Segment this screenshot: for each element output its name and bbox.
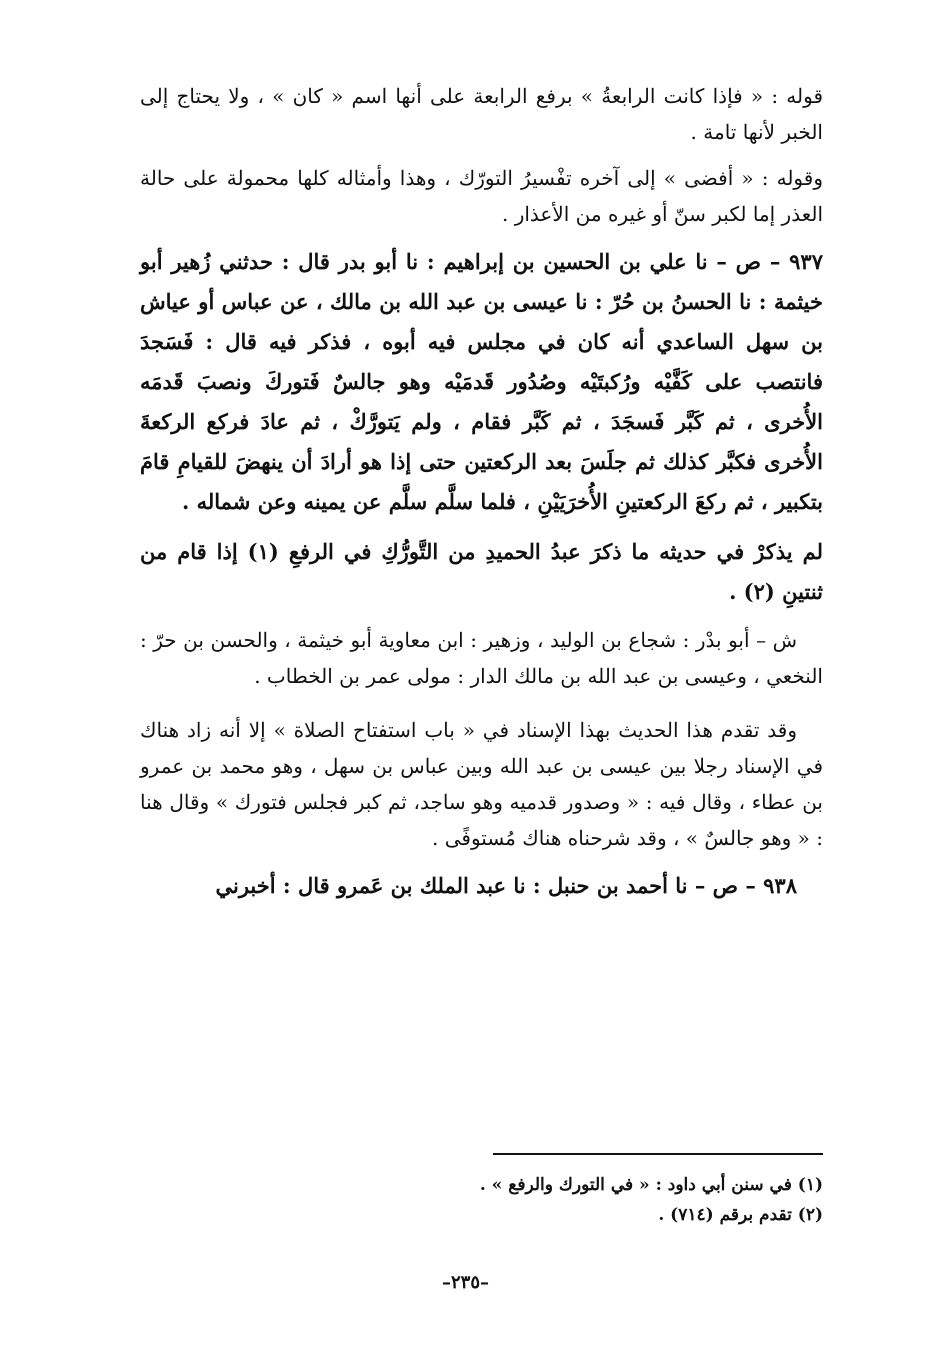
hadith-938-text: ٩٣٨ – ص – نا أحمد بن حنبل : نا عبد الملك بن عَمرو قال : أخبرني — [215, 873, 797, 898]
page-number: –٢٣٥– — [441, 1272, 489, 1293]
sharh-isnad-note: وقد تقدم هذا الحديث بهذا الإسناد في « باب استفتاح الصلاة » إلا أنه زاد هناك في الإسناد رجلا بين عيسى بن عبد الله وبين عباس بن سهل ، وهو محمد بن عمرو بن عطاء ، وقال فيه : « وصدور قدميه وهو ساجد، ثم كبر فجلس فتورك » وقال هنا : « وهو جالسٌ » ، وقد شرحناه هناك مُستوفًى . — [140, 718, 823, 850]
hadith-937-note: لم يذكرْ في حديثه ما ذكرَ عبدُ الحميدِ من التَّورُّكِ في الرفعِ (١) إذا قام من ثنتينِ (٢) . — [140, 539, 823, 604]
footnote-divider — [493, 1153, 823, 1155]
paragraph-commentary-2: وقوله : « أفضى » إلى آخره تفْسيرُ التورّك ، وهذا وأمثاله كلها محمولة على حالة العذر إما لكبر سنّ أو غيره من الأعذار . — [140, 166, 823, 226]
sharh-narrators: ش – أبو بدْر : شجاع بن الوليد ، وزهير : ابن معاوية أبو خيثمة ، والحسن بن حرّ : النخعي ، وعيسى بن عبد الله بن مالك الدار : مولى عمر بن الخطاب . — [140, 628, 823, 688]
footnote-2: (٢) تقدم برقم (٧١٤) . — [658, 1205, 823, 1225]
footnote-1: (١) في سنن أبي داود : « في التورك والرفع » . — [479, 1175, 823, 1195]
hadith-937-text: ٩٣٧ – ص – نا علي بن الحسين بن إبراهيم : نا أبو بدر قال : حدثني زُهير أبو خيثمة : نا الحسنُ بن حُرّ : نا عيسى بن عبد الله بن مالك ، عن عباس أو عياش بن سهل الساعدي أنه كان في مجلس فيه أبوه ، فذكر فيه قال : فَسَجدَ فانتصب على كَفَّيْه ورُكبتَيْه وصُدُور قَدمَيْه وهو جالسٌ فَتوركَ ونصبَ قَدمَه الأُخرى ، ثم كَبَّر فَسجَدَ ، ثم كَبَّر فقام ، ولم يَتورَّكْ ، ثم عادَ فركع الركعةَ الأُخرى فكبَّر كذلك ثم جلَسَ بعد الركعتين حتى إذا هو أرادَ أن ينهضَ للقيامِ قامَ بتكبير ، ثم ركعَ الركعتينِ الأُخرَيَيْنِ ، فلما سلَّم سلَّم عن يمينه وعن شماله . — [140, 249, 823, 514]
paragraph-commentary-1: قوله : « فإذا كانت الرابعةُ » برفع الرابعة على أنها اسم « كان » ، ولا يحتاج إلى الخبر لأنها تامة . — [140, 84, 823, 144]
footnotes — [140, 1170, 823, 1230]
